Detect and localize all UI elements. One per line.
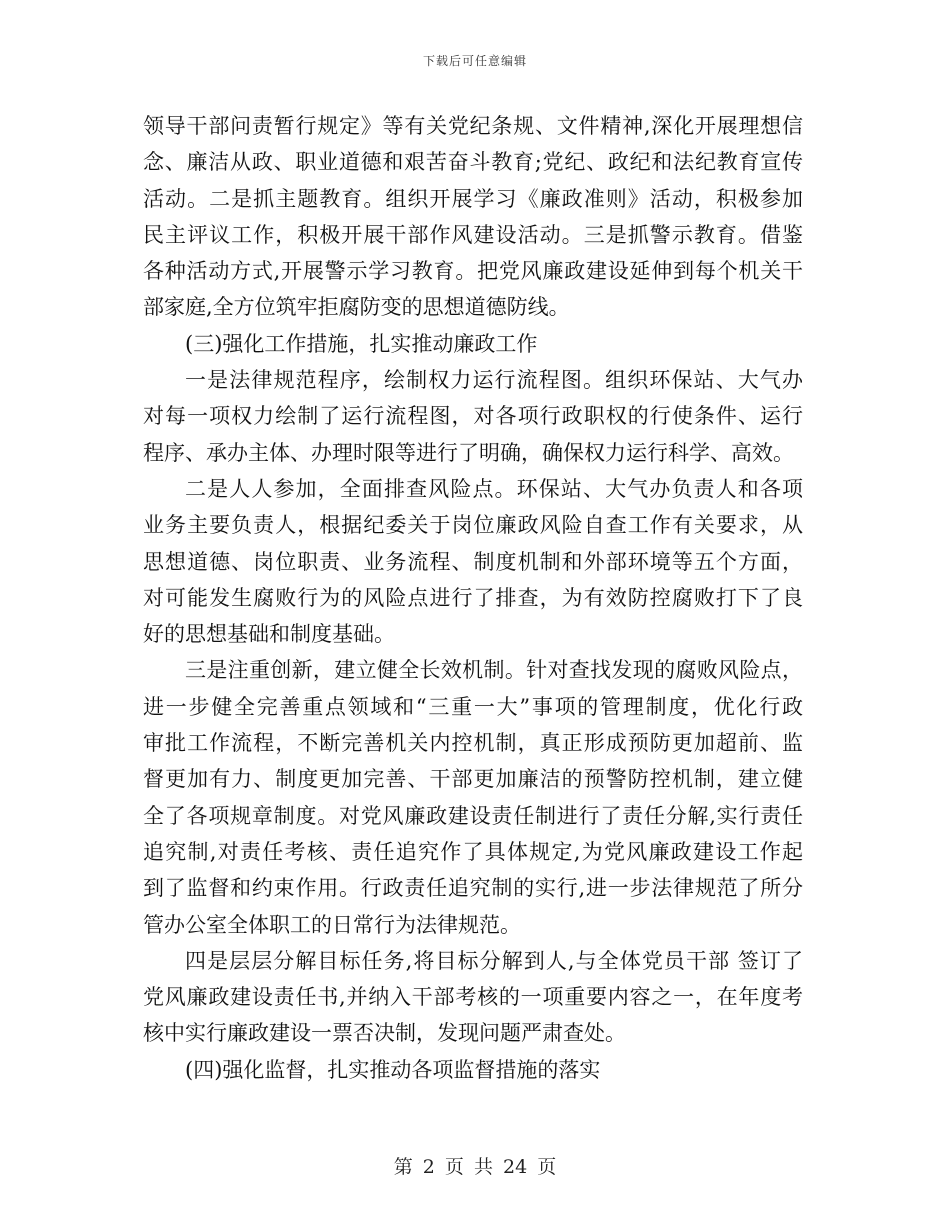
body-line: 业务主要负责人，根据纪委关于岗位廉政风险自查工作有关要求，从 <box>143 513 803 538</box>
body-line: 念、廉洁从政、职业道德和艰苦奋斗教育;党纪、政纪和法纪教育宣传 <box>143 150 803 175</box>
section-heading: (三)强化工作措施，扎实推动廉政工作 <box>185 331 538 356</box>
body-line: 各种活动方式,开展警示学习教育。把党风廉政建设延伸到每个机关干 <box>143 259 803 284</box>
body-line: 督更加有力、制度更加完善、干部更加廉洁的预警防控机制，建立健 <box>143 767 803 792</box>
document-body <box>143 108 803 1088</box>
body-line: 好的思想基础和制度基础。 <box>143 622 395 647</box>
body-line: 审批工作流程，不断完善机关内控机制，真正形成预防更加超前、监 <box>143 731 803 756</box>
page-header-note: 下载后可任意编辑 <box>422 54 527 68</box>
body-line: 到了监督和约束作用。行政责任追究制的实行,进一步法律规范了所分 <box>143 876 803 901</box>
body-line: 程序、承办主体、办理时限等进行了明确，确保权力运行科学、高效。 <box>143 440 794 465</box>
body-line: 管办公室全体职工的日常行为法律规范。 <box>143 912 521 937</box>
body-line: 对每一项权力绘制了运行流程图，对各项行政职权的行使条件、运行 <box>143 404 803 429</box>
body-line: 领导干部问责暂行规定》等有关党纪条规、文件精神,深化开展理想信 <box>143 114 803 138</box>
body-line: 追究制,对责任考核、责任追究作了具体规定,为党风廉政建设工作起 <box>143 839 803 864</box>
body-line: 核中实行廉政建设一票否决制，发现问题严肃查处。 <box>143 1021 626 1046</box>
section-heading: (四)强化监督，扎实推动各项监督措施的落实 <box>185 1057 601 1082</box>
body-line: 三是注重创新，建立健全长效机制。针对查找发现的腐败风险点， <box>185 658 803 683</box>
body-line: 全了各项规章制度。对党风廉政建设责任制进行了责任分解,实行责任 <box>143 803 803 828</box>
body-line: 对可能发生腐败行为的风险点进行了排查，为有效防控腐败打下了良 <box>143 585 803 610</box>
body-line: 党风廉政建设责任书,并纳入干部考核的一项重要内容之一，在年度考 <box>143 985 803 1010</box>
body-line: 活动。二是抓主题教育。组织开展学习《廉政准则》活动，积极参加 <box>143 186 803 211</box>
page-number: 第 2 页 共 24 页 <box>393 1156 557 1178</box>
body-line: 进一步健全完善重点领域和“三重一大”事项的管理制度，优化行政 <box>143 694 803 719</box>
body-line: 民主评议工作，积极开展干部作风建设活动。三是抓警示教育。借鉴 <box>143 222 803 247</box>
body-line: 思想道德、岗位职责、业务流程、制度机制和外部环境等五个方面， <box>143 549 803 574</box>
body-line: 二是人人参加，全面排查风险点。环保站、大气办负责人和各项 <box>185 476 803 501</box>
body-line: 四是层层分解目标任务,将目标分解到人,与全体党员干部 签订了 <box>185 948 803 973</box>
body-line: 部家庭,全方位筑牢拒腐防变的思想道德防线。 <box>143 295 570 320</box>
body-line: 一是法律规范程序，绘制权力运行流程图。组织环保站、大气办 <box>185 368 803 393</box>
